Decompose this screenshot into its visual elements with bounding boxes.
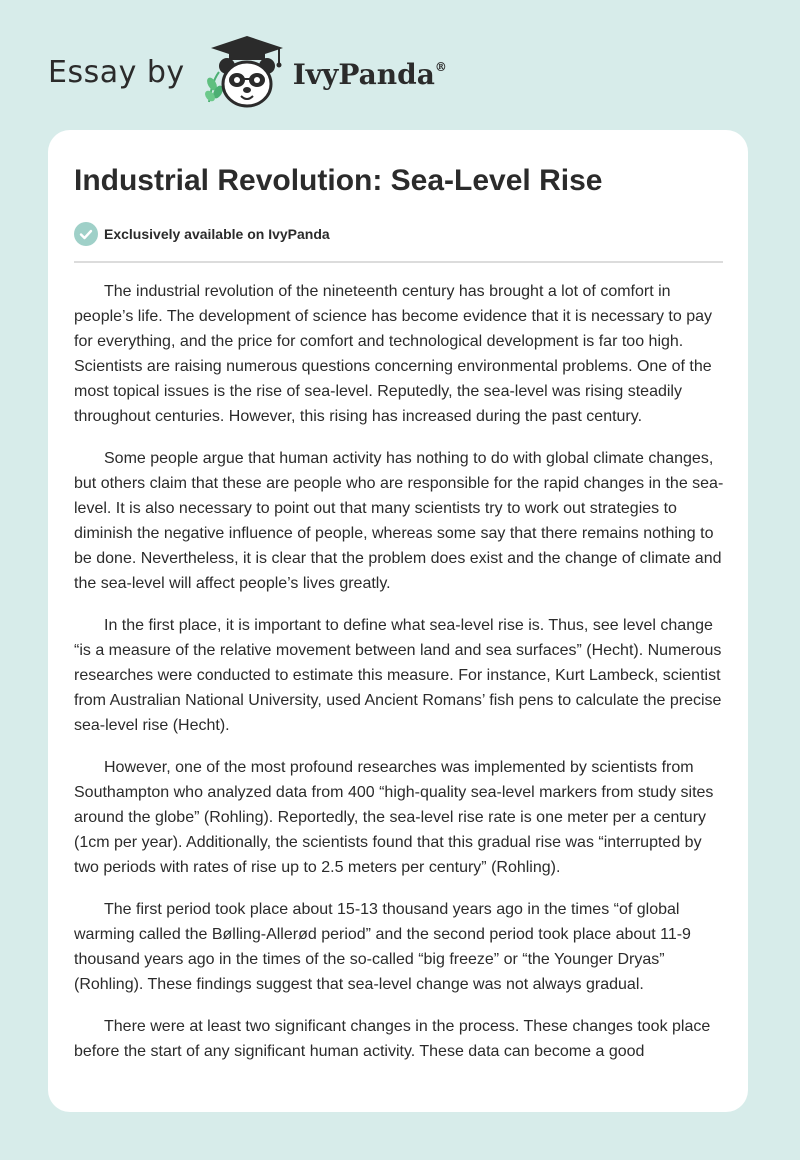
paragraph: The first period took place about 15-13 thousand years ago in the times “of global warming called the Bølling-Allerød period” and the second period took place about 11-9 thousand years ago in the times of the so-called “big freeze” or “the Younger Dryas” (Rohling). These findings suggest that sea-level change was not always gradual. [74, 901, 691, 993]
registered-mark: ® [434, 60, 447, 75]
exclusive-badge [74, 222, 330, 246]
exclusive-badge-label: Exclusively available on IvyPanda [104, 226, 330, 242]
site-header [48, 32, 447, 112]
divider [74, 261, 723, 263]
brand-name [293, 58, 447, 91]
essay-by-label: Essay by [48, 54, 185, 90]
essay-card [48, 130, 748, 1112]
check-circle-icon [74, 222, 98, 246]
paragraph: Some people argue that human activity has nothing to do with global climate changes, but others claim that these are people who are responsible for the rapid changes in the sea-level. It is also necessary to point out that many scientists try to work out strategies to diminish the negative influence of people, whereas some say that there remains nothing to be done. Nevertheless, it is clear that the problem does exist and the change of climate and the sea-level will affect people’s lives greatly. [74, 450, 724, 592]
brand-text: IvyPanda [292, 57, 435, 91]
paragraph: In the first place, it is important to define what sea-level rise is. Thus, see level change “is a measure of the relative movement between land and sea surfaces” (Hecht). Numerous researches were conducted to estimate this measure. For instance, Kurt Lambeck, scientist from Australian National University, used Ancient Romans’ fish pens to calculate the precise sea-level rise (Hecht). [74, 617, 722, 734]
page-title: Industrial Revolution: Sea-Level Rise [74, 164, 603, 197]
paragraph: However, one of the most profound researches was implemented by scientists from Southampton who analyzed data from 400 “high-quality sea-level markers from study sites around the globe” (Rohling). Reportedly, the sea-level rise rate is one meter per a century (1cm per year). Additionally, the scientists found that this gradual rise was “interrupted by two periods with rates of rise up to 2.5 meters per century” (Rohling). [74, 759, 714, 876]
essay-body [74, 279, 726, 1081]
paragraph: The industrial revolution of the nineteenth century has brought a lot of comfort in people’s life. The development of science has become evidence that it is necessary to pay for everything, and the price for comfort and technological development is far too high. Scientists are raising numerous questions concerning environmental problems. One of the most topical issues is the rise of sea-level. Reputedly, the sea-level was rising steadily throughout centuries. However, this rising has increased during the past century. [74, 283, 713, 425]
panda-logo-icon [199, 32, 289, 112]
paragraph: There were at least two significant changes in the process. These changes took place before the start of any significant human activity. These data can become a good [74, 1018, 711, 1060]
